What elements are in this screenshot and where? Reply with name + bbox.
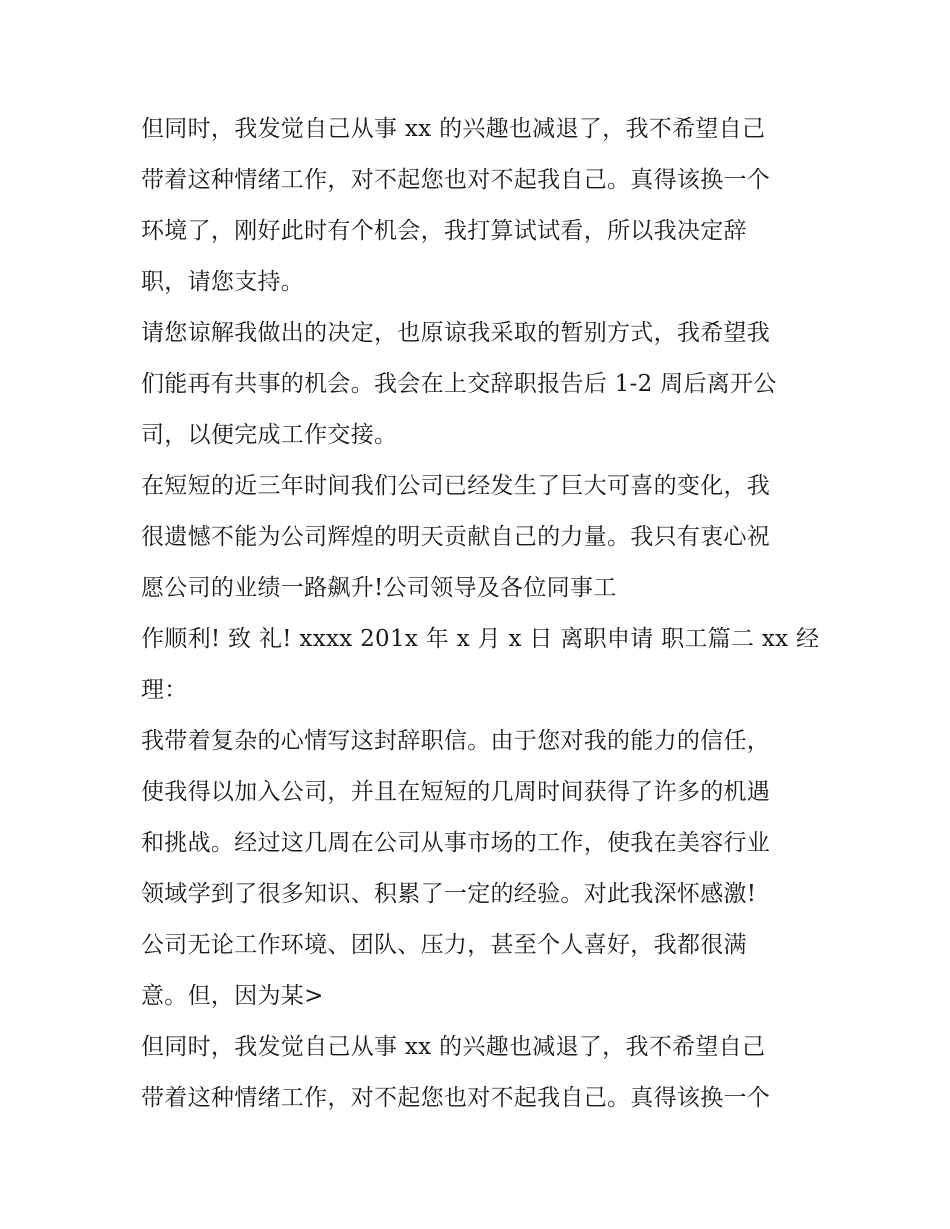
text-line: 请您谅解我做出的决定，也原谅我采取的暂别方式，我希望我 (141, 320, 771, 346)
text-line: 们能再有共事的机会。我会在上交辞职报告后 1-2 周后离开公 (141, 371, 777, 397)
text-line: 作顺利! 致 礼! xxxx 201x 年 x 月 x 日 离职申请 职工篇二 xx 经 (141, 626, 820, 652)
text-line: 领域学到了很多知识、积累了一定的经验。对此我深怀感激! (141, 881, 757, 907)
text-line: 公司无论工作环境、团队、压力，甚至个人喜好，我都很满 (141, 932, 747, 958)
text-line: 带着这种情绪工作，对不起您也对不起我自己。真得该换一个 (141, 167, 771, 193)
text-line: 愿公司的业绩一路飙升!公司领导及各位同事工 (141, 575, 617, 601)
body-text (141, 104, 821, 1124)
text-line: 和挑战。经过这几周在公司从事市场的工作，使我在美容行业 (141, 830, 771, 856)
text-line: 理： (141, 677, 188, 703)
text-line: 职，请您支持。 (141, 269, 305, 295)
text-line: 但同时，我发觉自己从事 xx 的兴趣也减退了，我不希望自己 (141, 116, 766, 142)
text-line: 使我得以加入公司，并且在短短的几周时间获得了许多的机遇 (141, 779, 771, 805)
text-line: 在短短的近三年时间我们公司已经发生了巨大可喜的变化，我 (141, 473, 771, 499)
text-line: 带着这种情绪工作，对不起您也对不起我自己。真得该换一个 (141, 1085, 771, 1111)
text-line: 环境了，刚好此时有个机会，我打算试试看，所以我决定辞 (141, 218, 747, 244)
text-line: 司，以便完成工作交接。 (141, 422, 398, 448)
text-line: 意。但，因为某> (141, 983, 324, 1009)
text-line: 但同时，我发觉自己从事 xx 的兴趣也减退了，我不希望自己 (141, 1034, 766, 1060)
text-line: 很遗憾不能为公司辉煌的明天贡献自己的力量。我只有衷心祝 (141, 524, 771, 550)
text-line: 我带着复杂的心情写这封辞职信。由于您对我的能力的信任， (141, 728, 771, 754)
